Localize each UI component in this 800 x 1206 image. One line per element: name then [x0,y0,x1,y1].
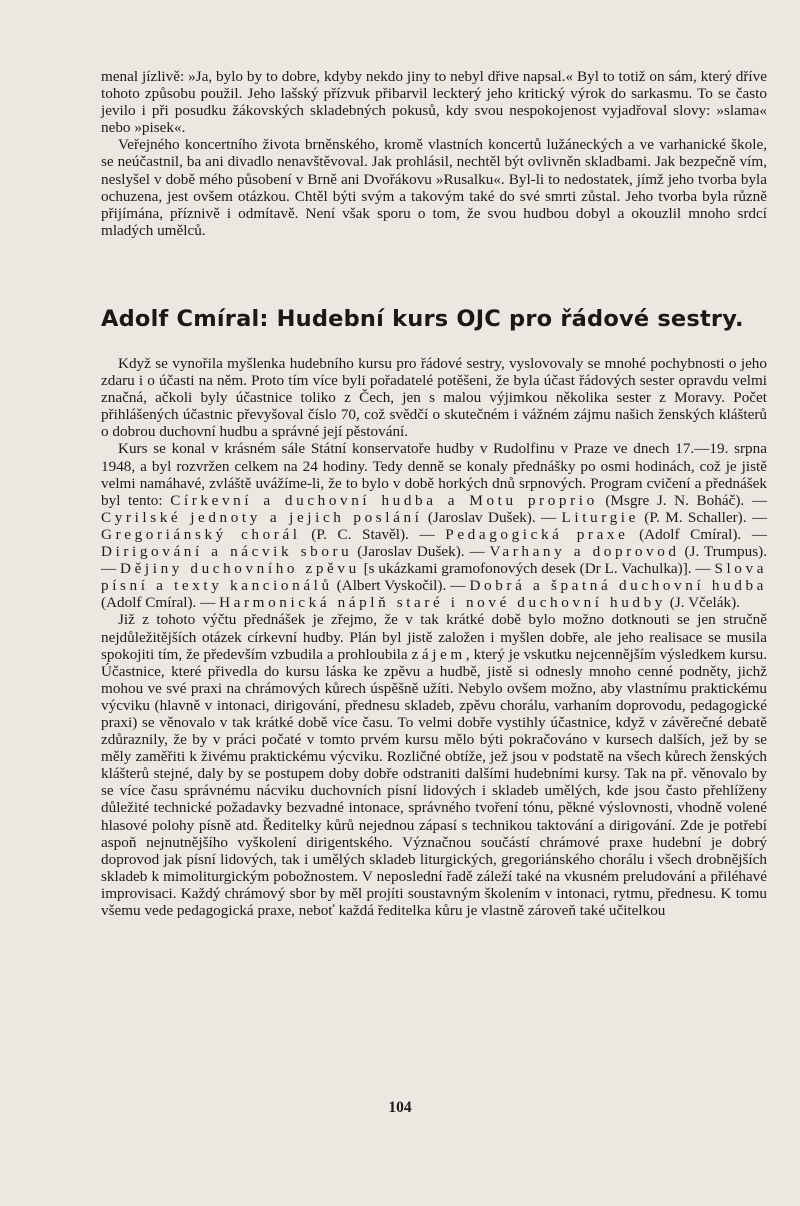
paragraph: menal jízlivě: »Ja, bylo by to dobre, kdyby nekdo jiny to nebyl dřive napsal.« Byl to totiž on sám, který dříve tohoto způsobu použil. Jeho lašský přízvuk přibarvil leckterý jeho kritický výrok do sarkasmu. To se často jevilo i při posudku žákovských skladebných pokusů, kdy svou nespokojenost vyjadřoval slovy: »slama« nebo »pisek«. [101,68,767,137]
program-lecturer: (Jaroslav Dušek). [422,508,536,526]
program-lecturer: (Msgre J. N. Boháč). [597,491,745,509]
paragraph [101,611,767,919]
program-topic: Církevní a duchovní hudba a Motu proprio [170,491,598,509]
program-topic: Harmonická náplň staré i nové duchovní hudby [219,594,666,612]
paragraph-rest: , který je vskutku nejcennějším výsledkem kursu. Účastnice, které přivedla do kursu láska ke zpěvu a hudbě, jistě si odnesly mnoho cenné podněty, jichž mohou ve své praxi na chrámových kůrech úspěšně užíti. Nebylo ovšem možno, aby vlastnímu praktickému výcviku (hlavně v intonaci, dirigování, přednesu skladeb, zpěvu chorálu, varhaním doprovodu, pedagogické praxi) se věnovalo v tak krátké době více času. To velmi dobře vystihly účastnice, když v závěrečné debatě zdůraznily, že by v práci počaté v tomto prvém kursu mělo býti pokračováno v kursech dalších, jež by se měly zaměřiti k živému praktickému výcviku. Rozličné obtíže, jež jsou v podstatě na všech kůrech ženských klášterů stejné, daly by se postupem doby dobře odstraniti dalšími hudebními kursy. Tak na př. věnovalo by se více času správnému nácviku duchovních písní lidových i skladeb umělých, kde jsou často přehlíženy důležité technické požadavky bezvadné intonace, správného tvoření tónu, pěkné výslovnosti, vhodně volené hlasové polohy písně atd. Ředitelky kůrů nejednou zápasí s technikou taktování a dirigování. Zde je potřebí aspoň nejnutnějšího vyškolení dirigentského. Význačnou součástí chrámové praxe hudební je dobrý doprovod jak písní lidových, tak i umělých skladeb liturgických, gregoriánského chorálu i všech drobnějších skladeb k mimoliturgickým pobožnostem. V neposlední řadě záleží také na vkusném preludování a přiléhavé improvisaci. Každý chrámový sbor by měl projíti soustavným školením v intonaci, rytmu, přednesu. K tomu všemu vede pedagogická praxe, neboť každá ředitelka kůru je vlastně zároveň také učitelkou [101,645,767,919]
program-topic: Liturgie [561,508,639,526]
program-lecturer: (P. C. Stavěl). [300,525,409,543]
program-topic: Dirigování a nácvik sboru [101,543,353,561]
emphasized-word: zájem [411,645,466,663]
program-topic: Slova písní a texty kancionálů [101,560,768,595]
program-lecturer: (J. Trumpus). [679,543,767,561]
program-topic: Varhany a doprovod [489,543,680,561]
program-lecturer: (J. Včelák). [666,594,740,612]
program-topic: Dějiny duchovního zpěvu [120,560,360,578]
program-lecturer: (Adolf Cmíral). [628,525,742,543]
program-topic: Gregoriánský chorál [101,525,301,543]
page-number: 104 [388,1099,412,1116]
program-lecturer: (Adolf Cmíral). [101,594,197,612]
article-title: Adolf Cmíral: Hudební kurs OJC pro řádové sestry. [101,306,744,332]
previous-article-text [101,68,767,239]
program-topic: Cyrilské jednoty a jejich poslání [101,508,423,526]
program-lecturer: (Jaroslav Dušek). [352,543,465,561]
program-paragraph: Kurs se konal v krásném sále Státní konservatoře hudby v Rudolfinu v Praze ve dnech 17.—19. srpna 1948, a byl rozvržen celkem na 24 hodiny. Tedy denně se konaly přednášky po osmi hodinách, což je jistě velmi namáhavé, zvláště uvážíme-li, že to bylo v době horkých dnů srpnových. Program cvičení a přednášek byl tento: Církevní a duchovní hudba a Motu proprio (Msgre J. N. Boháč). — Cyrilské jednoty a jejich poslání (Jaroslav Dušek). — Liturgie (P. M. Schaller). — Gregoriánský chorál (P. C. Stavěl). — Pedagogická praxe (Adolf Cmíral). — Dirigování a nácvik sboru (Jaroslav Dušek). — Varhany a doprovod (J. Trumpus). — Dějiny duchovního zpěvu [s ukázkami gramofonových desek (Dr L. Vachulka)]. — Slova písní a texty kancionálů (Albert Vyskočil). — Dobrá a špatná duchovní hudba (Adolf Cmíral). — Harmonická náplň staré i nové duchovní hudby (J. Včelák). [101,440,768,612]
program-topic: Dobrá a špatná duchovní hudba [469,577,767,595]
paragraph: Když se vynořila myšlenka hudebního kursu pro řádové sestry, vyslovovaly se mnohé pochybnosti o jeho zdaru i o účasti na něm. Proto tím více byli pořadatelé potěšeni, že byla účast řádových sester opravdu velmi značná, ačkoli byly účastnice toliko z Čech, jen s malou výjimkou několika sester z Moravy. Počet přihlášených účastnic převyšoval číslo 70, což svědčí o skutečném i vážném zájmu našich ženských klášterů o dobrou duchovní hudbu a správné její pěstování. [101,355,767,441]
program-topic: Pedagogická praxe [445,525,629,543]
paragraph-start: Již z tohoto výčtu přednášek je zřejmo, že v tak krátké době bylo možno dotknouti se jen stručně nejdůležitějších otázek církevní hudby. Plán byl jistě založen i myšlen dobře, ale jeho realisace se musila spokojiti tím, že především vzbudila a prohloubila [101,611,767,663]
program-lecturer: (Albert Vyskočil). [332,577,447,595]
program-lecturer: [s ukázkami gramofonových desek (Dr L. Vachulka)]. [359,560,692,578]
program-intro: Kurs se konal v krásném sále Státní konservatoře hudby v Rudolfinu v Praze ve dnech 17.—19. srpna 1948, a byl rozvržen celkem na 24 hodiny. Tedy denně se konaly přednášky po osmi hodinách, což je jistě velmi namáhavé, zvláště uvážíme-li, že to bylo v době horkých dnů srpnových. Program cvičení a přednášek byl tento: [101,440,767,509]
article-body [101,355,767,919]
program-lecturer: (P. M. Schaller). [638,508,747,526]
paragraph: Veřejného koncertního života brněnského, kromě vlastních koncertů lužáneckých a ve varhanické škole, se neúčastnil, ba ani divadlo nenavštěvoval. Jak prohlásil, nechtěl být ovlivněn skladbami. Jak bezpečně vím, neslyšel v době mého působení v Brně ani Dvořákovu »Rusalku«. Byl-li to nedostatek, jímž jeho tvorba byla ochuzena, jest ovšem otázkou. Chtěl býti svým a takovým také do své smrti zůstal. Jeho tvorba byla různě přijímána, příznivě i odmítavě. Není však sporu o tom, že svou hudbou dobyl a okouzlil mnoho srdcí mladých umělců. [101,136,767,239]
